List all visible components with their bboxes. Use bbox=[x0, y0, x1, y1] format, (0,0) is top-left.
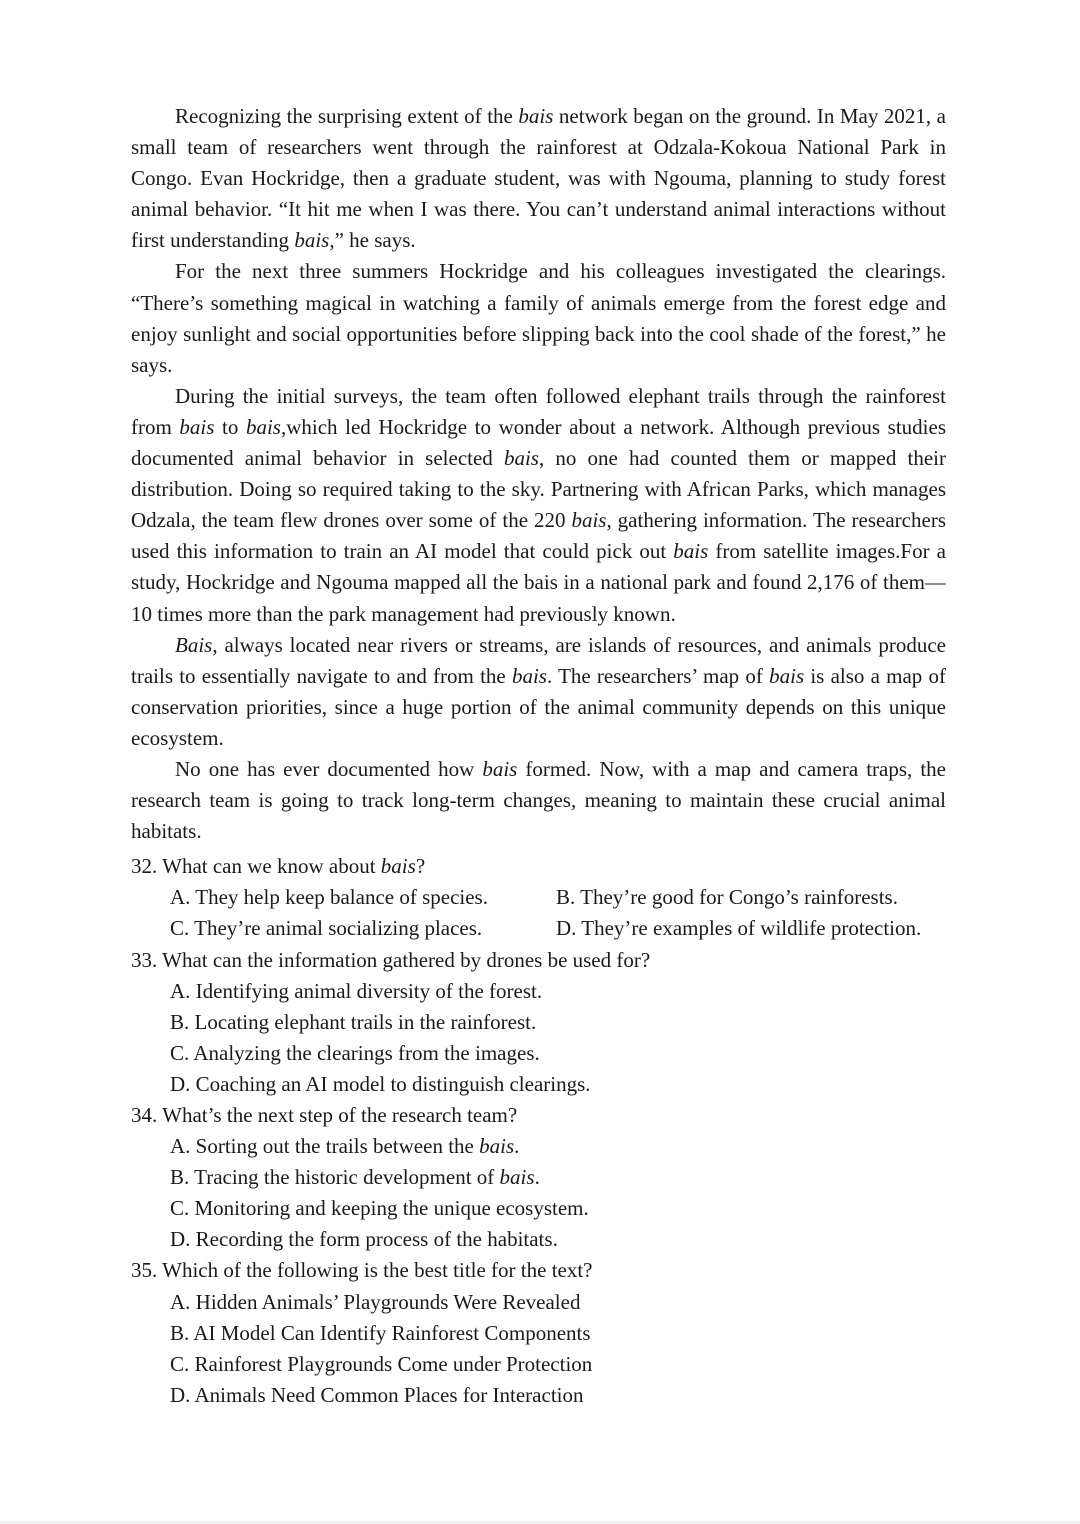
italic-term: Bais bbox=[175, 632, 213, 657]
text-run: 33. What can the information gathered by drones be used for? bbox=[131, 947, 651, 972]
answer-option-a[interactable] bbox=[170, 882, 556, 913]
answer-option-d[interactable] bbox=[170, 1224, 946, 1255]
text-run: ,” he says. bbox=[329, 228, 416, 253]
text-run: D. They’re examples of wildlife protection. bbox=[556, 916, 922, 941]
text-run: For the next three summers Hockridge and his colleagues investigated the clearings. “There’s something magical in watching a family of animals emerge from the forest edge and enjoy sunlight and social opportunities before slipping back into the cool shade of the forest,” he says. bbox=[131, 259, 946, 377]
text-run: C. Monitoring and keeping the unique ecosystem. bbox=[170, 1196, 589, 1221]
answer-option-a[interactable] bbox=[170, 1287, 946, 1318]
italic-term: bais bbox=[673, 539, 709, 564]
text-run: During the initial surveys, the team often followed elephant trails through the rainforest from bbox=[131, 383, 946, 439]
text-run: . The researchers’ map of bbox=[546, 663, 770, 688]
text-run: formed. Now, with a map and camera traps, the research team is going to track long-term changes, meaning to maintain these crucial animal habitats. bbox=[131, 756, 946, 844]
text-run: , no one had counted them or mapped their distribution. Doing so required taking to the sky. Partnering with African Parks, which manages Odzala, the team flew drones over some of the 220 bbox=[131, 446, 946, 533]
question-32 bbox=[131, 851, 946, 944]
exam-page bbox=[131, 101, 946, 1411]
question-stem bbox=[131, 851, 946, 882]
question-stem bbox=[131, 945, 946, 976]
italic-term: bais bbox=[245, 414, 281, 439]
text-run: A. They help keep balance of species. bbox=[170, 885, 488, 910]
italic-term: bais bbox=[769, 663, 805, 688]
passage-paragraph bbox=[131, 381, 946, 630]
text-run: 34. What’s the next step of the research team? bbox=[131, 1103, 518, 1127]
question-33 bbox=[131, 945, 946, 1100]
answer-option-d[interactable] bbox=[170, 1380, 946, 1411]
passage-paragraph bbox=[131, 101, 946, 256]
text-run: ? bbox=[415, 854, 426, 879]
text-run: D. Coaching an AI model to distinguish clearings. bbox=[170, 1071, 591, 1096]
italic-term: bais bbox=[518, 104, 554, 128]
italic-term: bais bbox=[482, 756, 518, 781]
text-run: C. Analyzing the clearings from the images. bbox=[170, 1040, 540, 1065]
italic-term: bais bbox=[503, 446, 539, 471]
italic-term: bais bbox=[479, 1134, 515, 1159]
text-run: B. AI Model Can Identify Rainforest Components bbox=[170, 1320, 591, 1345]
text-run: from satellite images.For a study, Hockridge and Ngouma mapped all the bais in a national park and found 2,176 of them—10 times more than the park management had previously known. bbox=[131, 539, 946, 626]
answer-option-b[interactable] bbox=[556, 882, 946, 913]
reading-passage bbox=[131, 101, 946, 847]
text-run: A. Hidden Animals’ Playgrounds Were Revealed bbox=[170, 1289, 581, 1314]
text-run: is also a map of conservation priorities, since a huge portion of the animal community depends on this unique ecosystem. bbox=[131, 663, 947, 750]
passage-paragraph bbox=[131, 754, 946, 847]
question-stem bbox=[131, 1255, 946, 1286]
question-stem bbox=[131, 1100, 946, 1131]
text-run: Recognizing the surprising extent of the bbox=[175, 104, 519, 128]
answer-option-d[interactable] bbox=[170, 1069, 946, 1100]
text-run: to bbox=[214, 414, 246, 439]
answer-option-c[interactable] bbox=[170, 1193, 946, 1224]
text-run: A. Identifying animal diversity of the forest. bbox=[170, 978, 543, 1003]
text-run: C. They’re animal socializing places. bbox=[170, 916, 483, 941]
italic-term: bais bbox=[511, 663, 547, 688]
answer-option-a[interactable] bbox=[170, 976, 946, 1007]
passage-paragraph bbox=[131, 256, 946, 380]
text-run: 32. What can we know about bbox=[131, 854, 381, 879]
italic-term: bais bbox=[571, 508, 607, 533]
text-run: . bbox=[534, 1165, 540, 1190]
text-run: D. Animals Need Common Places for Interaction bbox=[170, 1382, 584, 1407]
text-run: A. Sorting out the trails between the bbox=[170, 1134, 480, 1159]
text-run: ,which led Hockridge to wonder about a network. Although previous studies documented animal behavior in selected bbox=[131, 414, 946, 471]
italic-term: bais bbox=[380, 854, 416, 879]
text-run: B. Tracing the historic development of bbox=[170, 1165, 500, 1190]
answer-option-c[interactable] bbox=[170, 1038, 946, 1069]
answer-option-b[interactable] bbox=[170, 1162, 946, 1193]
text-run: B. Locating elephant trails in the rainforest. bbox=[170, 1009, 537, 1034]
answer-option-d[interactable] bbox=[556, 913, 946, 944]
question-34 bbox=[131, 1100, 946, 1255]
italic-term: bais bbox=[294, 228, 330, 253]
italic-term: bais bbox=[499, 1165, 535, 1190]
answer-option-b[interactable] bbox=[170, 1007, 946, 1038]
text-run: network began on the ground. In May 2021, a small team of researchers went through the rainforest at Odzala-Kokoua National Park in Congo. Evan Hockridge, then a graduate student, was with Ngouma, planning to study forest animal behavior. “It hit me when I was there. You can’t understand animal interactions without first understanding bbox=[131, 104, 946, 253]
text-run: , gathering information. The researchers used this information to train an AI model that could pick out bbox=[131, 508, 946, 564]
answer-option-a[interactable] bbox=[170, 1131, 946, 1162]
text-run: 35. Which of the following is the best title for the text? bbox=[131, 1258, 593, 1283]
text-run: C. Rainforest Playgrounds Come under Protection bbox=[170, 1351, 593, 1376]
text-run: . bbox=[514, 1134, 520, 1159]
answer-option-b[interactable] bbox=[170, 1318, 946, 1349]
italic-term: bais bbox=[179, 414, 215, 439]
text-run: No one has ever documented how bbox=[175, 756, 483, 781]
question-section bbox=[131, 851, 946, 1411]
text-run: D. Recording the form process of the habitats. bbox=[170, 1227, 558, 1252]
question-35 bbox=[131, 1255, 946, 1410]
answer-option-c[interactable] bbox=[170, 1349, 946, 1380]
text-run: B. They’re good for Congo’s rainforests. bbox=[556, 885, 898, 910]
option-grid bbox=[170, 882, 946, 944]
passage-paragraph bbox=[131, 630, 946, 754]
text-run: , always located near rivers or streams, are islands of resources, and animals produce trails to essentially navigate to and from the bbox=[131, 632, 946, 688]
answer-option-c[interactable] bbox=[170, 913, 556, 944]
